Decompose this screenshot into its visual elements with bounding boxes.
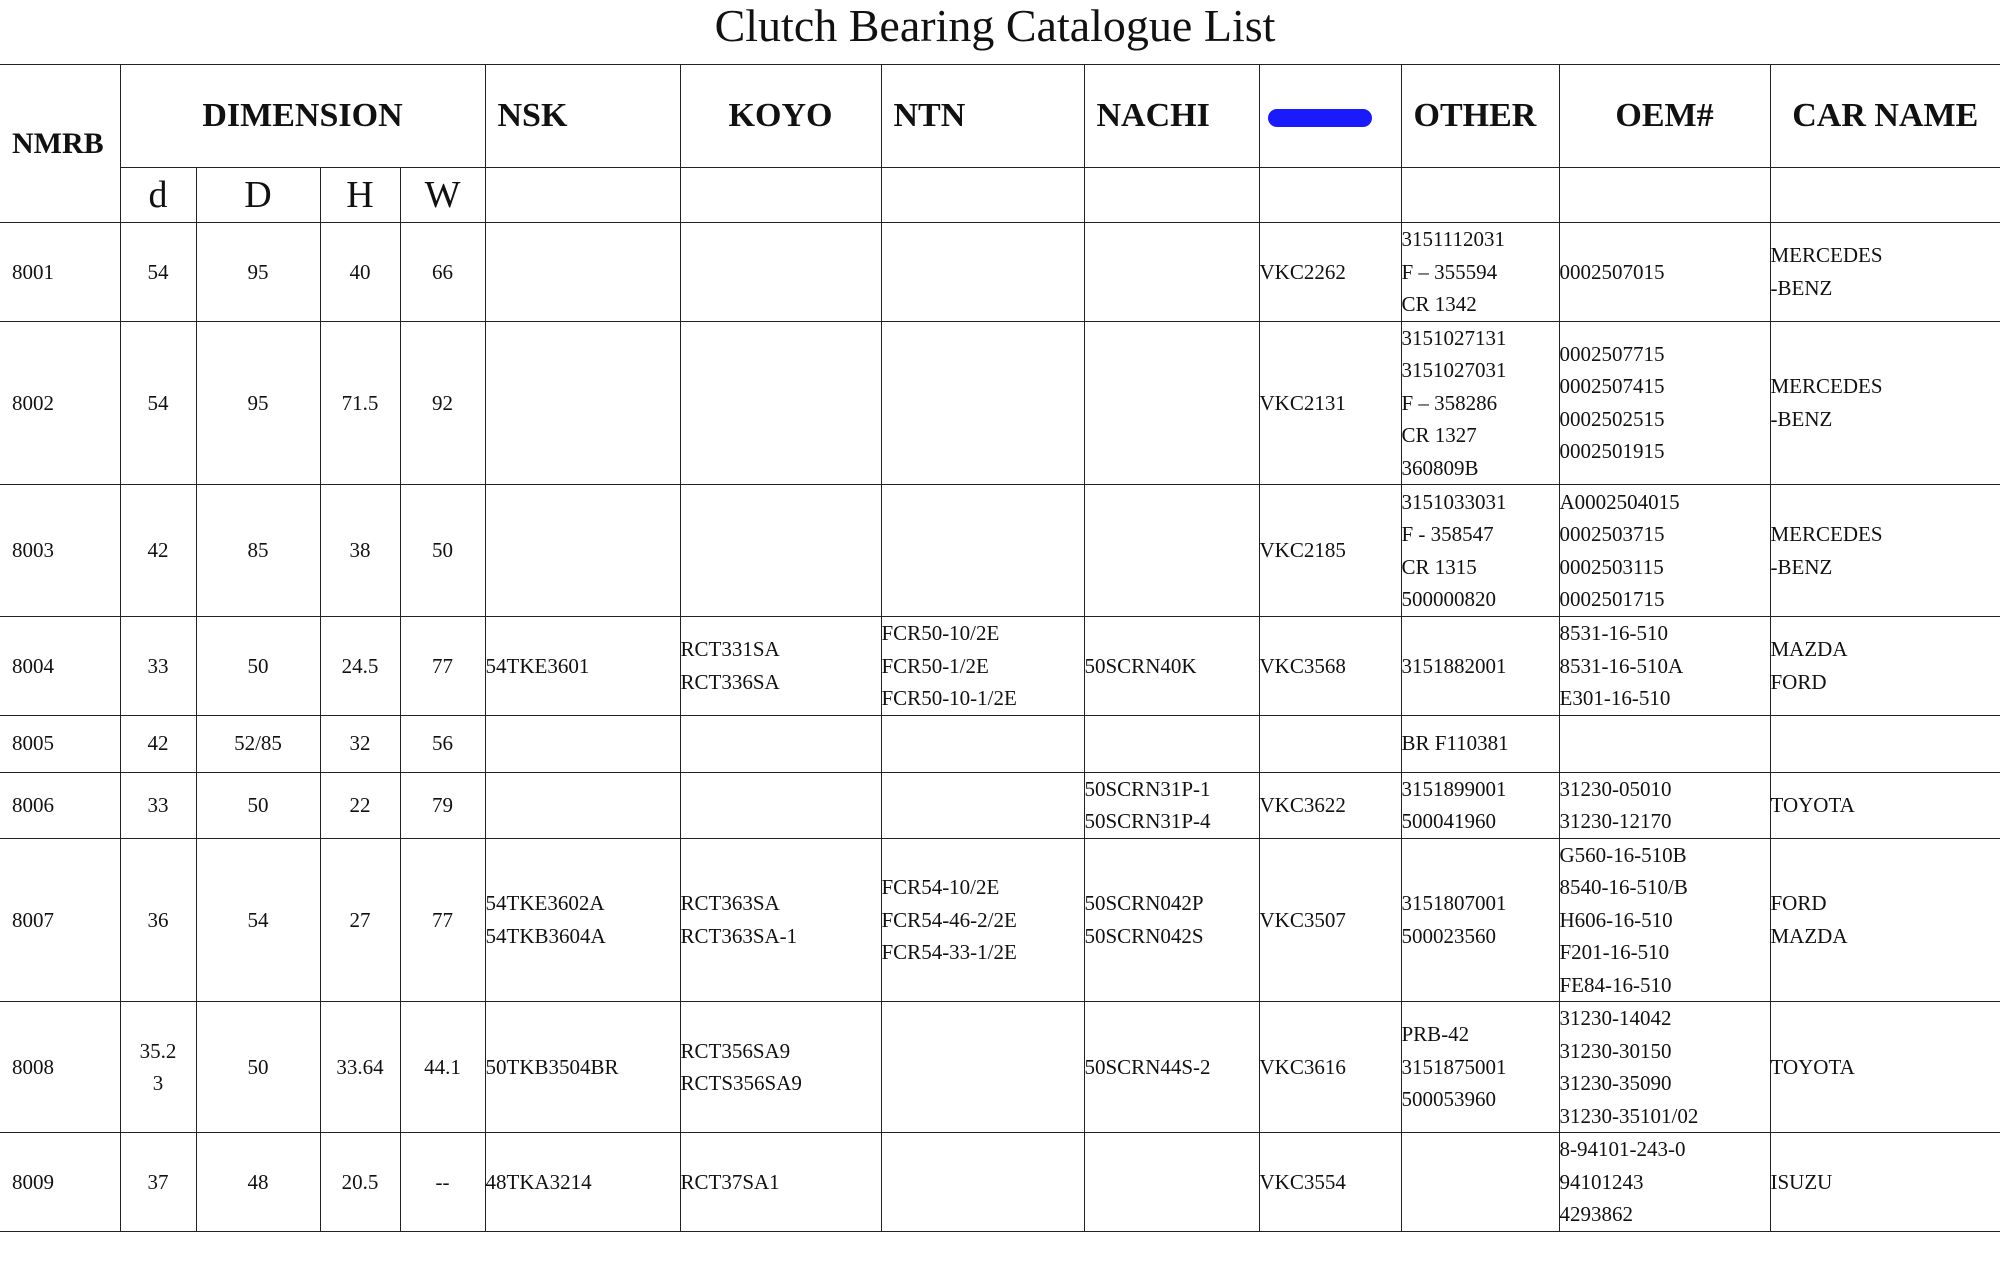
cell-line: 0002507015: [1559, 259, 1665, 284]
cell-line: FORD: [1770, 669, 1827, 694]
cell-line: FORD: [1770, 891, 1827, 916]
subheader-blank: [1084, 168, 1259, 223]
cell-line: FCR54-46-2/2E: [881, 907, 1017, 932]
cell-line: RCT37SA1: [680, 1169, 780, 1194]
cell-line: FCR54-33-1/2E: [881, 940, 1017, 964]
cell-ntn: [881, 1002, 1084, 1133]
cell-nachi: [1084, 715, 1259, 772]
cell-car-name: [1770, 838, 2000, 1002]
header-w: W: [400, 168, 485, 223]
cell-koyo: [680, 772, 881, 838]
cell-line: 31230-35090: [1559, 1071, 1672, 1095]
cell-line: RCT363SA-1: [680, 923, 798, 948]
subheader-blank: [881, 168, 1084, 223]
page-title: Clutch Bearing Catalogue List: [714, 0, 1276, 51]
cell-line: 50SCRN042P: [1084, 891, 1204, 916]
cell-nsk: [485, 715, 680, 772]
cell-line: 31230-12170: [1559, 809, 1672, 833]
header-dimension: DIMENSION: [120, 65, 485, 168]
cell-line: ISUZU: [1770, 1169, 1833, 1194]
cell-line: 3151807001: [1401, 891, 1507, 916]
cell-koyo: [680, 617, 881, 716]
cell-line: VKC3616: [1259, 1054, 1346, 1079]
cell-skf: [1259, 772, 1401, 838]
cell-line: 31230-35101/02: [1559, 1103, 1699, 1128]
cell-nachi: [1084, 617, 1259, 716]
header-redacted: [1259, 65, 1401, 168]
cell-d-large: 48: [196, 1133, 320, 1232]
cell-line: FCR50-1/2E: [881, 653, 989, 678]
cell-line: TOYOTA: [1770, 1054, 1855, 1079]
cell-skf: [1259, 838, 1401, 1002]
header-car-line2: NAME: [1874, 97, 1979, 134]
table-row: [0, 485, 2000, 617]
cell-line: CR 1342: [1401, 292, 1477, 316]
cell-ntn: [881, 715, 1084, 772]
cell-oem: [1559, 715, 1770, 772]
cell-other: [1401, 1133, 1559, 1232]
cell-line: 500041960: [1401, 809, 1496, 833]
cell-line: H606-16-510: [1559, 907, 1673, 932]
cell-line: 4293862: [1559, 1202, 1633, 1226]
cell-line: 50SCRN31P-4: [1084, 809, 1211, 833]
cell-car-name: [1770, 1002, 2000, 1133]
cell-line: VKC3622: [1259, 792, 1346, 817]
header-nmrb: NMRB: [0, 65, 120, 223]
cell-nmrb: 8005: [0, 715, 120, 772]
cell-nsk: [485, 1133, 680, 1232]
cell-line: TOYOTA: [1770, 792, 1855, 817]
cell-h: 40: [320, 223, 400, 322]
cell-d-large: 85: [196, 485, 320, 617]
cell-d-large: 54: [196, 838, 320, 1002]
cell-line: 54TKB3604A: [485, 923, 606, 948]
cell-d-large: 50: [196, 617, 320, 716]
cell-line: 94101243: [1559, 1169, 1644, 1194]
header-ntn: NTN: [881, 65, 1084, 168]
cell-skf: [1259, 617, 1401, 716]
cell-line: 48TKA3214: [485, 1169, 592, 1194]
cell-other: [1401, 772, 1559, 838]
cell-skf: [1259, 1133, 1401, 1232]
cell-w: 44.1: [400, 1002, 485, 1133]
cell-line: -BENZ: [1770, 275, 1833, 300]
cell-nachi: [1084, 1002, 1259, 1133]
cell-ntn: [881, 485, 1084, 617]
cell-d-small: 36: [120, 838, 196, 1002]
cell-line: 50SCRN44S-2: [1084, 1054, 1211, 1079]
cell-nmrb: 8009: [0, 1133, 120, 1232]
cell-line: F – 355594: [1401, 259, 1498, 284]
cell-line: 500053960: [1401, 1087, 1496, 1112]
cell-nsk: [485, 1002, 680, 1133]
cell-skf: [1259, 1002, 1401, 1133]
cell-h: 24.5: [320, 617, 400, 716]
cell-line: 31230-30150: [1559, 1038, 1672, 1063]
cell-w: 79: [400, 772, 485, 838]
cell-line: F - 358547: [1401, 522, 1494, 546]
cell-oem: [1559, 321, 1770, 485]
cell-nachi: [1084, 838, 1259, 1002]
cell-oem: [1559, 838, 1770, 1002]
cell-d-small: 35.2 3: [120, 1002, 196, 1133]
cell-nsk: [485, 485, 680, 617]
cell-line: 54TKE3602A: [485, 891, 605, 916]
cell-nsk: [485, 838, 680, 1002]
table-row: [0, 1133, 2000, 1232]
cell-h: 27: [320, 838, 400, 1002]
cell-line: 8531-16-510: [1559, 621, 1668, 645]
cell-car-name: [1770, 321, 2000, 485]
cell-d-small: 37: [120, 1133, 196, 1232]
cell-line: -BENZ: [1770, 554, 1833, 579]
header-koyo: KOYO: [680, 65, 881, 168]
cell-line: FCR50-10/2E: [881, 621, 1000, 645]
cell-line: RCT331SA: [680, 637, 780, 662]
cell-line: 3151033031: [1401, 489, 1507, 514]
cell-h: 32: [320, 715, 400, 772]
cell-other: [1401, 715, 1559, 772]
cell-d-small: 54: [120, 321, 196, 485]
cell-line: F201-16-510: [1559, 940, 1670, 964]
cell-line: 31230-05010: [1559, 776, 1672, 801]
cell-d-small: 33: [120, 617, 196, 716]
cell-line: F – 358286: [1401, 390, 1498, 415]
header-other: OTHER: [1401, 65, 1559, 168]
header-car-line1: CAR: [1792, 97, 1866, 134]
cell-line: MERCEDES: [1770, 522, 1883, 546]
cell-d-large: 50: [196, 1002, 320, 1133]
table-row: [0, 1002, 2000, 1133]
cell-nachi: [1084, 1133, 1259, 1232]
cell-line: CR 1327: [1401, 423, 1477, 447]
cell-w: 56: [400, 715, 485, 772]
cell-w: 77: [400, 617, 485, 716]
cell-line: 500000820: [1401, 587, 1496, 611]
cell-oem: [1559, 223, 1770, 322]
cell-line: FE84-16-510: [1559, 972, 1672, 997]
cell-car-name: [1770, 1133, 2000, 1232]
cell-line: 0002502515: [1559, 406, 1665, 431]
cell-nachi: [1084, 223, 1259, 322]
table-row: [0, 715, 2000, 772]
cell-line: PRB-42: [1401, 1022, 1470, 1047]
subheader-blank: [485, 168, 680, 223]
cell-d-large: 95: [196, 223, 320, 322]
cell-line: 50SCRN31P-1: [1084, 776, 1211, 801]
cell-line: RCTS356SA9: [680, 1071, 802, 1095]
cell-h: 33.64: [320, 1002, 400, 1133]
cell-skf: [1259, 715, 1401, 772]
header-nachi: NACHI: [1084, 65, 1259, 168]
cell-line: MERCEDES: [1770, 243, 1883, 268]
cell-nsk: [485, 223, 680, 322]
cell-nmrb: 8001: [0, 223, 120, 322]
cell-d-small: 54: [120, 223, 196, 322]
subheader-blank: [1401, 168, 1559, 223]
cell-skf: [1259, 321, 1401, 485]
cell-koyo: [680, 1002, 881, 1133]
cell-line: 500023560: [1401, 923, 1496, 948]
cell-other: [1401, 1002, 1559, 1133]
cell-line: VKC3554: [1259, 1169, 1346, 1194]
cell-ntn: [881, 1133, 1084, 1232]
header-oem: OEM#: [1559, 65, 1770, 168]
cell-nmrb: 8002: [0, 321, 120, 485]
cell-h: 20.5: [320, 1133, 400, 1232]
cell-nmrb: 8006: [0, 772, 120, 838]
header-nsk: NSK: [485, 65, 680, 168]
cell-line: 3151899001: [1401, 776, 1507, 801]
cell-w: --: [400, 1133, 485, 1232]
cell-d-large: 52/85: [196, 715, 320, 772]
cell-line: 31230-14042: [1559, 1006, 1672, 1030]
cell-line: 0002507415: [1559, 374, 1665, 399]
header-d-small: d: [120, 168, 196, 223]
cell-koyo: [680, 321, 881, 485]
cell-ntn: [881, 617, 1084, 716]
table-row: [0, 838, 2000, 1002]
table-row: [0, 321, 2000, 485]
cell-d-small: 42: [120, 715, 196, 772]
cell-car-name: [1770, 485, 2000, 617]
cell-oem: [1559, 1133, 1770, 1232]
cell-oem: [1559, 1002, 1770, 1133]
cell-car-name: [1770, 772, 2000, 838]
cell-line: VKC2131: [1259, 390, 1346, 415]
cell-ntn: [881, 838, 1084, 1002]
redaction-mark: [1268, 109, 1372, 127]
cell-line: VKC3507: [1259, 907, 1346, 932]
cell-w: 77: [400, 838, 485, 1002]
cell-nsk: [485, 321, 680, 485]
cell-line: 0002503715: [1559, 522, 1665, 546]
cell-nachi: [1084, 321, 1259, 485]
cell-line: E301-16-510: [1559, 686, 1671, 710]
cell-skf: [1259, 485, 1401, 617]
cell-oem: [1559, 617, 1770, 716]
cell-h: 22: [320, 772, 400, 838]
cell-other: [1401, 223, 1559, 322]
subheader-blank: [1770, 168, 2000, 223]
header-d-large: D: [196, 168, 320, 223]
cell-line: RCT363SA: [680, 891, 780, 916]
cell-line: VKC2185: [1259, 538, 1346, 563]
cell-line: 50SCRN40K: [1084, 653, 1197, 678]
cell-line: VKC3568: [1259, 653, 1346, 678]
cell-koyo: [680, 223, 881, 322]
cell-nmrb: 8003: [0, 485, 120, 617]
cell-line: 50SCRN042S: [1084, 923, 1204, 948]
cell-line: 3151027131: [1401, 325, 1507, 350]
cell-h: 71.5: [320, 321, 400, 485]
cell-d-small: 42: [120, 485, 196, 617]
cell-car-name: [1770, 715, 2000, 772]
cell-skf: [1259, 223, 1401, 322]
cell-line: 54TKE3601: [485, 653, 590, 678]
cell-oem: [1559, 772, 1770, 838]
cell-line: 3151027031: [1401, 358, 1507, 382]
cell-nachi: [1084, 772, 1259, 838]
subheader-blank: [680, 168, 881, 223]
table-row: [0, 617, 2000, 716]
cell-car-name: [1770, 617, 2000, 716]
cell-oem: [1559, 485, 1770, 617]
cell-nmrb: 8008: [0, 1002, 120, 1133]
cell-line: 0002501915: [1559, 439, 1665, 464]
cell-line: 3151882001: [1401, 653, 1507, 678]
cell-line: G560-16-510B: [1559, 842, 1687, 867]
cell-line: 360809B: [1401, 455, 1479, 480]
cell-d-small: 33: [120, 772, 196, 838]
cell-line: -BENZ: [1770, 406, 1833, 431]
header-car-name: [1770, 65, 2000, 168]
cell-nachi: [1084, 485, 1259, 617]
catalogue-table: [0, 64, 2000, 1232]
cell-other: [1401, 485, 1559, 617]
cell-ntn: [881, 772, 1084, 838]
cell-other: [1401, 321, 1559, 485]
cell-line: 0002503115: [1559, 554, 1664, 579]
cell-line: FCR54-10/2E: [881, 875, 1000, 899]
cell-koyo: [680, 485, 881, 617]
cell-h: 38: [320, 485, 400, 617]
cell-nmrb: 8007: [0, 838, 120, 1002]
cell-d-large: 95: [196, 321, 320, 485]
subheader-blank: [1559, 168, 1770, 223]
cell-koyo: [680, 1133, 881, 1232]
cell-line: 50TKB3504BR: [485, 1054, 619, 1079]
cell-line: FCR50-10-1/2E: [881, 686, 1017, 710]
cell-line: 8540-16-510/B: [1559, 875, 1688, 899]
table-row: [0, 772, 2000, 838]
cell-nmrb: 8004: [0, 617, 120, 716]
cell-other: [1401, 838, 1559, 1002]
subheader-blank: [1259, 168, 1401, 223]
cell-nsk: [485, 617, 680, 716]
cell-line: 8531-16-510A: [1559, 653, 1684, 678]
cell-line: 8-94101-243-0: [1559, 1137, 1686, 1161]
cell-w: 92: [400, 321, 485, 485]
cell-line: 0002507715: [1559, 341, 1665, 366]
cell-line: VKC2262: [1259, 259, 1346, 284]
cell-line: A0002504015: [1559, 489, 1680, 514]
cell-car-name: [1770, 223, 2000, 322]
cell-w: 50: [400, 485, 485, 617]
cell-line: CR 1315: [1401, 554, 1477, 579]
cell-line: BR F110381: [1401, 731, 1509, 756]
cell-nsk: [485, 772, 680, 838]
cell-line: MAZDA: [1770, 637, 1848, 662]
table-row: [0, 223, 2000, 322]
cell-ntn: [881, 321, 1084, 485]
cell-d-large: 50: [196, 772, 320, 838]
cell-w: 66: [400, 223, 485, 322]
cell-line: 3151112031: [1401, 227, 1505, 251]
cell-line: MAZDA: [1770, 923, 1848, 948]
cell-line: MERCEDES: [1770, 374, 1883, 399]
cell-other: [1401, 617, 1559, 716]
header-h: H: [320, 168, 400, 223]
cell-line: RCT356SA9: [680, 1038, 791, 1063]
cell-koyo: [680, 838, 881, 1002]
cell-line: 0002501715: [1559, 587, 1665, 611]
cell-ntn: [881, 223, 1084, 322]
cell-line: 3151875001: [1401, 1054, 1507, 1079]
cell-koyo: [680, 715, 881, 772]
cell-line: RCT336SA: [680, 669, 780, 694]
